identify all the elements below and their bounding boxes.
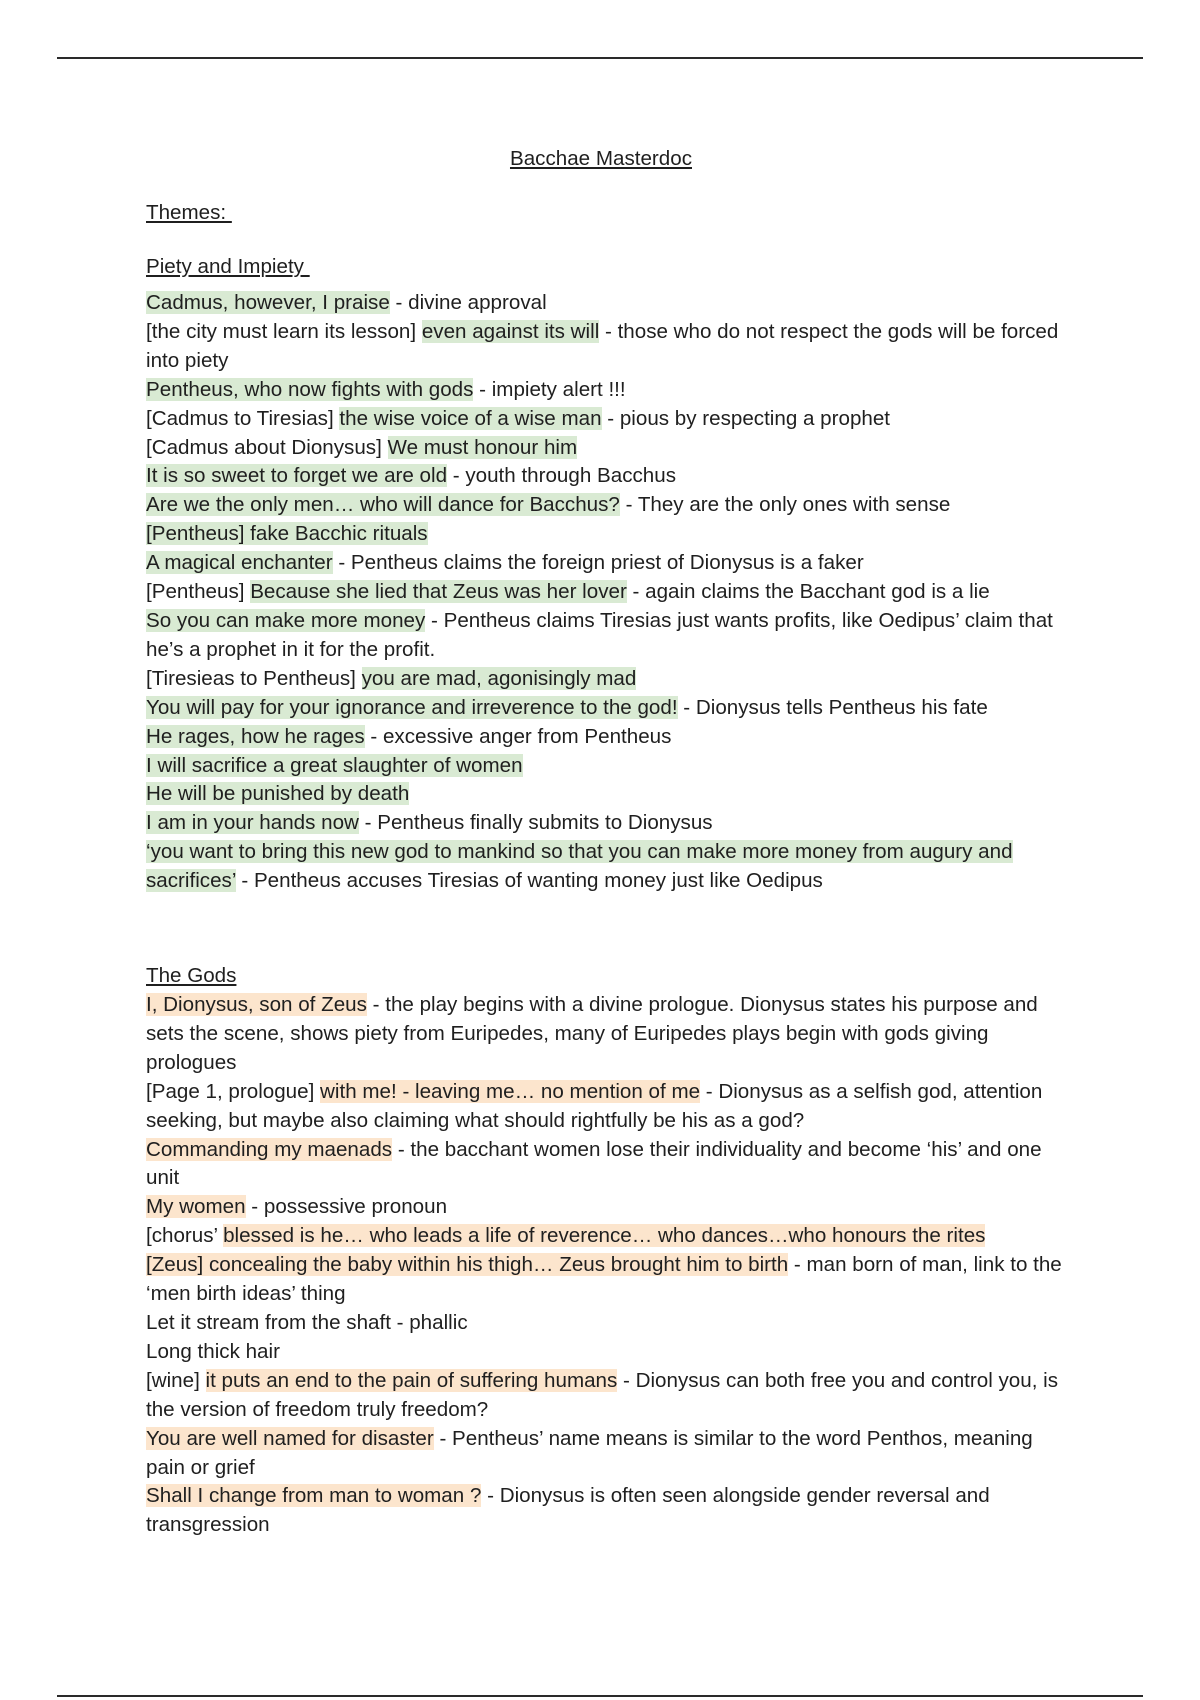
quote-highlight: A magical enchanter [146,551,333,575]
quote-highlight: Shall I change from man to woman ? [146,1484,482,1508]
section-gods-entries [146,991,1076,1540]
note-text: - again claims the Bacchant god is a lie [626,580,990,604]
quote-highlight: with me! - leaving me… no mention of me [320,1079,701,1103]
note-line [146,723,1076,752]
quote-highlight: I am in your hands now [146,811,359,835]
note-text: - the play begins with a divine prologue. Dionysus states his purpose and sets the scene, shows piety from Euripedes, many of Euripedes plays begin with gods giving prologues [146,993,1038,1074]
quote-highlight: even against its will [421,319,600,343]
note-text: - Dionysus as a selfish god, attention seeking, but maybe also claiming what should rightfully be his as a god? [146,1079,1043,1132]
note-line [146,1338,1076,1367]
note-text: - divine approval [389,291,547,314]
note-line [146,665,1076,694]
quote-highlight: ‘you want to bring this new god to mankind so that you can make more money from augury and sacrifices’ [146,840,1013,893]
note-line [146,578,1076,607]
quote-highlight: Are we the only men… who will dance for Bacchus? [146,493,620,517]
note-text: Long thick hair [146,1339,280,1363]
quote-highlight: Pentheus, who now fights with gods [146,377,474,401]
note-line [146,752,1076,781]
quote-highlight: I, Dionysus, son of Zeus [146,993,367,1016]
note-line [146,318,1076,376]
note-text: - Pentheus finally submits to Dionysus [358,811,713,835]
note-text: - impiety alert !!! [473,377,626,401]
note-line [146,1251,1076,1309]
section-heading-piety: Piety and Impiety [146,255,310,278]
quote-highlight: He rages, how he rages [146,724,365,748]
note-text: [chorus’ [146,1224,224,1248]
quote-highlight: blessed is he… who leads a life of reverence… who dances…who honours the rites [223,1224,986,1248]
note-text: - youth through Bacchus [447,464,677,488]
note-line [146,491,1076,520]
note-text: - the bacchant women lose their individuality and become ‘his’ and one unit [146,1137,1042,1190]
note-line [146,289,1076,318]
note-text: [the city must learn its lesson] [146,319,422,343]
note-line [146,1222,1076,1251]
quote-highlight: [Pentheus] fake Bacchic rituals [146,522,428,546]
note-line [146,1482,1076,1540]
note-line [146,1425,1076,1483]
note-line [146,1367,1076,1425]
note-line [146,694,1076,723]
note-text: [wine] [146,1368,206,1392]
note-text: - Pentheus accuses Tiresias of wanting money just like Oedipus [235,869,823,893]
note-line [146,780,1076,809]
note-text: - Pentheus claims Tiresias just wants profits, like Oedipus’ claim that he’s a prophet in it for the profit. [146,608,1053,661]
note-text: - Pentheus claims the foreign priest of Dionysus is a faker [332,551,864,575]
bottom-rule [57,1695,1143,1697]
note-text: [Tiresieas to Pentheus] [146,666,362,690]
themes-heading: Themes: [146,201,232,224]
quote-highlight: Commanding my maenads [146,1137,393,1161]
note-text: [Page 1, prologue] [146,1079,321,1103]
note-text: [Pentheus] [146,580,251,604]
note-line [146,434,1076,463]
section-piety-entries [146,289,1076,896]
note-text: Let it stream from the shaft - phallic [146,1310,468,1334]
note-text: - man born of man, link to the ‘men birth ideas’ thing [146,1253,1062,1306]
note-text: [Cadmus to Tiresias] [146,406,340,430]
quote-highlight: it puts an end to the pain of suffering humans [205,1368,618,1392]
note-line [146,549,1076,578]
note-text: - Pentheus’ name means is similar to the word Penthos, meaning pain or grief [146,1426,1033,1479]
note-text: - those who do not respect the gods will be forced into piety [146,319,1059,372]
note-text: [Cadmus about Dionysus] [146,435,388,459]
quote-highlight: the wise voice of a wise man [339,406,602,430]
note-text: - excessive anger from Pentheus [364,724,672,748]
document-title: Bacchae Masterdoc [509,147,692,170]
section-heading-gods: The Gods [146,964,237,987]
note-text: - Dionysus tells Pentheus his fate [677,695,988,719]
quote-highlight: My women [146,1195,246,1219]
note-text: - Dionysus is often seen alongside gender reversal and transgression [146,1484,990,1537]
note-line [146,809,1076,838]
quote-highlight: It is so sweet to forget we are old [146,464,448,488]
note-line [146,405,1076,434]
note-line [146,1309,1076,1338]
note-line [146,991,1076,1078]
note-line [146,1193,1076,1222]
note-text: - possessive pronoun [245,1195,448,1219]
note-text: - Dionysus can both free you and control you, is the version of freedom truly freedom? [146,1368,1059,1421]
quote-highlight: I will sacrifice a great slaughter of women [146,753,523,777]
quote-highlight: You will pay for your ignorance and irreverence to the god! [146,695,678,719]
quote-highlight: We must honour him [387,435,578,459]
quote-highlight: You are well named for disaster [146,1426,434,1450]
note-line [146,462,1076,491]
quote-highlight: Because she lied that Zeus was her lover [250,580,627,604]
quote-highlight: you are mad, agonisingly mad [361,666,637,690]
note-line [146,520,1076,549]
quote-highlight: So you can make more money [146,608,426,632]
quote-highlight: Cadmus, however, I praise [146,291,390,314]
note-line [146,1078,1076,1136]
note-text: - They are the only ones with sense [619,493,951,517]
note-text: - pious by respecting a prophet [601,406,891,430]
note-line [146,376,1076,405]
quote-highlight: [Zeus] concealing the baby within his thigh… Zeus brought him to birth [146,1253,789,1277]
note-line [146,838,1076,896]
note-line [146,1136,1076,1194]
note-line [146,607,1076,665]
quote-highlight: He will be punished by death [146,782,410,806]
top-rule [57,57,1143,59]
